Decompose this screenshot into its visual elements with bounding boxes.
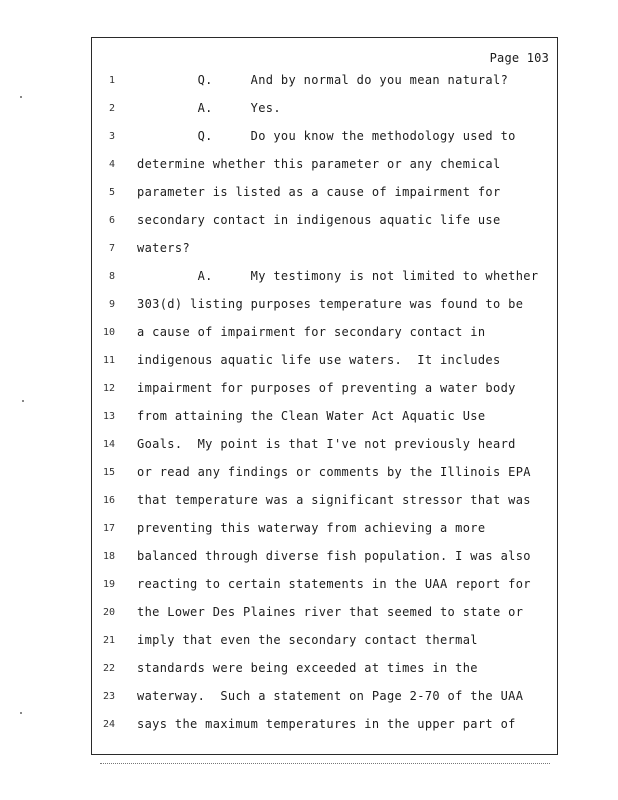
line-text: waterway. Such a statement on Page 2-70 of the UAA [137, 689, 524, 703]
line-number: 13 [102, 411, 115, 422]
line-number: 14 [102, 439, 115, 450]
line-number: 1 [108, 75, 115, 86]
line-number: 20 [102, 607, 115, 618]
line-text: says the maximum temperatures in the upper part of [137, 717, 516, 731]
line-text: the Lower Des Plaines river that seemed to state or [137, 605, 524, 619]
line-number: 12 [102, 383, 115, 394]
line-number: 18 [102, 551, 115, 562]
line-number: 5 [108, 187, 115, 198]
scan-speck [20, 96, 22, 98]
line-number: 3 [108, 131, 115, 142]
line-number: 22 [102, 663, 115, 674]
line-text: or read any findings or comments by the Illinois EPA [137, 465, 531, 479]
transcript-page [91, 37, 558, 755]
line-number: 6 [108, 215, 115, 226]
line-number: 11 [102, 355, 115, 366]
line-text: imply that even the secondary contact thermal [137, 633, 478, 647]
line-number: 2 [108, 103, 115, 114]
line-text: preventing this waterway from achieving a more [137, 521, 486, 535]
line-text: parameter is listed as a cause of impairment for [137, 185, 501, 199]
line-number: 17 [102, 523, 115, 534]
line-number: 10 [102, 327, 115, 338]
scan-speck [20, 712, 22, 714]
line-number: 21 [102, 635, 115, 646]
line-number: 23 [102, 691, 115, 702]
line-text: reacting to certain statements in the UAA report for [137, 577, 531, 591]
line-text: secondary contact in indigenous aquatic life use [137, 213, 501, 227]
footer-rule [100, 763, 550, 764]
line-number: 16 [102, 495, 115, 506]
line-text: A. My testimony is not limited to whether [137, 269, 539, 283]
line-number: 15 [102, 467, 115, 478]
line-text: standards were being exceeded at times in the [137, 661, 478, 675]
line-number: 4 [108, 159, 115, 170]
scan-speck [22, 400, 24, 402]
line-number: 24 [102, 719, 115, 730]
line-text: that temperature was a significant stressor that was [137, 493, 531, 507]
line-number: 8 [108, 271, 115, 282]
line-text: 303(d) listing purposes temperature was found to be [137, 297, 524, 311]
line-text: A. Yes. [137, 101, 281, 115]
line-text: Q. Do you know the methodology used to [137, 129, 516, 143]
line-text: determine whether this parameter or any chemical [137, 157, 501, 171]
page-number: Page 103 [489, 51, 549, 65]
line-number: 19 [102, 579, 115, 590]
line-text: indigenous aquatic life use waters. It includes [137, 353, 501, 367]
line-text: a cause of impairment for secondary contact in [137, 325, 486, 339]
line-text: from attaining the Clean Water Act Aquatic Use [137, 409, 486, 423]
line-text: waters? [137, 241, 191, 255]
line-text: Q. And by normal do you mean natural? [137, 73, 509, 87]
line-text: balanced through diverse fish population. I was also [137, 549, 531, 563]
line-number: 7 [108, 243, 115, 254]
line-text: Goals. My point is that I've not previously heard [137, 437, 516, 451]
line-text: impairment for purposes of preventing a water body [137, 381, 516, 395]
line-number: 9 [108, 299, 115, 310]
